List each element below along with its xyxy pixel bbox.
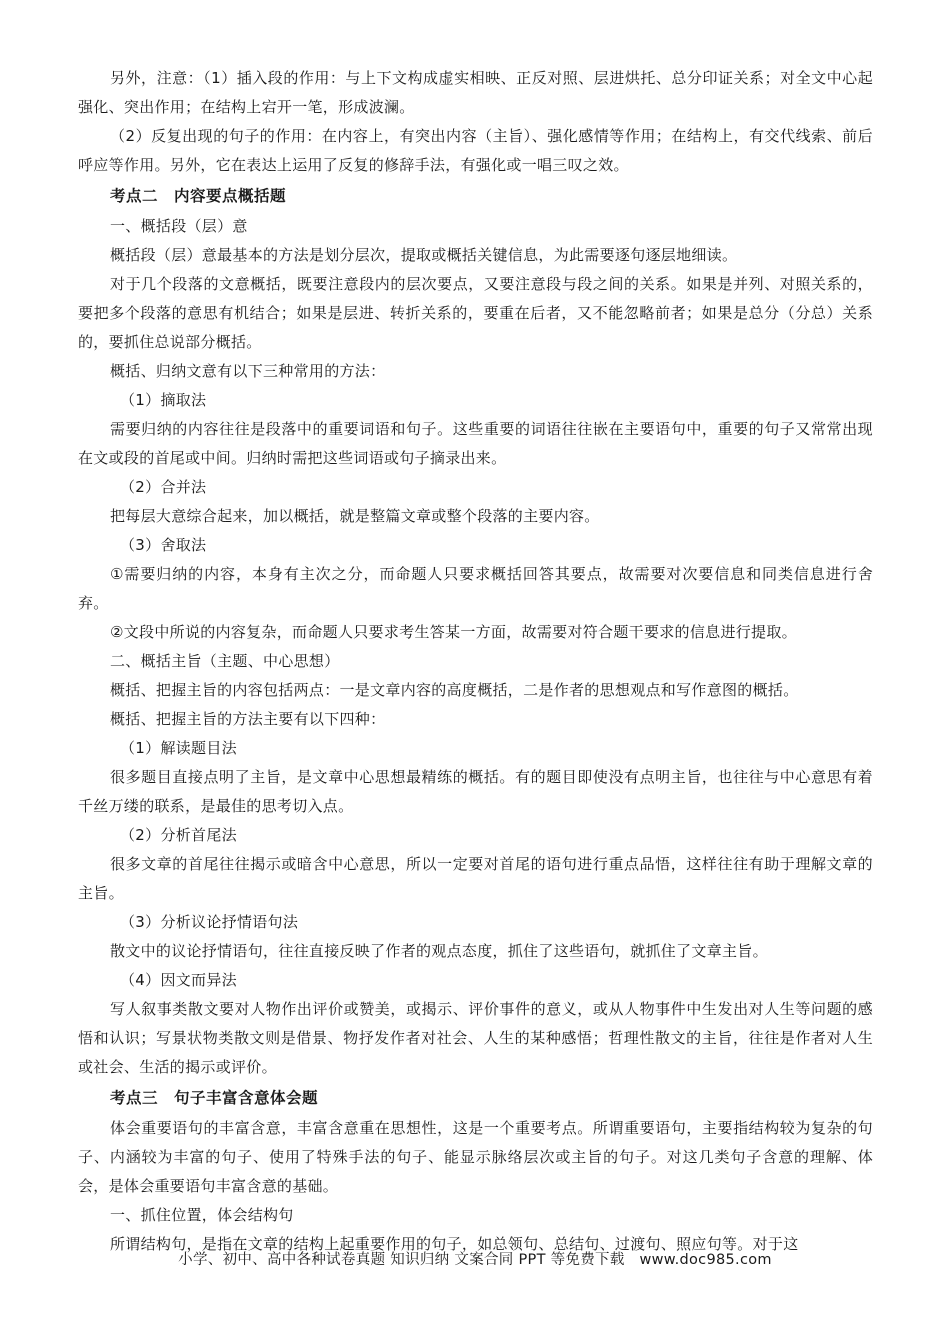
paragraph: 很多文章的首尾往往揭示或暗含中心意思，所以一定要对首尾的语句进行重点品悟，这样往往有助于理解文章的主旨。 [78,855,873,902]
paragraph: 很多题目直接点明了主旨，是文章中心思想最精练的概括。有的题目即使没有点明主旨，也往往与中心意思有着千丝万缕的联系，是最佳的思考切入点。 [78,768,873,815]
paragraph: 二、概括主旨（主题、中心思想） [110,652,340,670]
paragraph: 概括、把握主旨的内容包括两点：一是文章内容的高度概括，二是作者的思想观点和写作意图的概括。 [110,681,799,699]
method-heading: （1）摘取法 [120,391,207,409]
paragraph: 写人叙事类散文要对人物作出评价或赞美，或揭示、评价事件的意义，或从人物事件中生发出对人生等问题的感悟和认识；写景状物类散文则是借景、物抒发作者对社会、人生的某种感悟；哲理性散文的主旨，往往是作者对人生或社会、生活的揭示或评价。 [78,1000,873,1076]
paragraph: 所谓结构句，是指在文章的结构上起重要作用的句子，如总领句、总结句、过渡句、照应句等。对于这 [110,1235,799,1253]
method-heading: （2）合并法 [120,478,207,496]
paragraph: 概括、归纳文意有以下三种常用的方法： [110,362,386,380]
method-heading: （1）解读题目法 [120,739,237,757]
page-footer: 小学、初中、高中各种试卷真题 知识归纳 文案合同 PPT 等免费下载 www.doc985.com [178,1252,772,1268]
method-heading: （3）分析议论抒情语句法 [120,913,299,931]
paragraph: 概括、把握主旨的方法主要有以下四种： [110,710,386,728]
paragraph: （2）反复出现的句子的作用：在内容上，有突出内容（主旨）、强化感情等作用；在结构上，有交代线索、前后呼应等作用。另外，它在表达上运用了反复的修辞手法，有强化或一唱三叹之效。 [78,127,873,174]
method-heading: （3）舍取法 [120,536,207,554]
paragraph: 需要归纳的内容往往是段落中的重要词语和句子。这些重要的词语往往嵌在主要语句中，重要的句子又常常出现在文或段的首尾或中间。归纳时需把这些词语或句子摘录出来。 [78,420,873,467]
paragraph: 概括段（层）意最基本的方法是划分层次，提取或概括关键信息，为此需要逐句逐层地细读。 [110,246,738,264]
paragraph: ②文段中所说的内容复杂，而命题人只要求考生答某一方面，故需要对符合题干要求的信息进行提取。 [110,623,797,641]
method-heading: （2）分析首尾法 [120,826,237,844]
document-body [78,64,873,1259]
paragraph: 一、抓住位置，体会结构句 [110,1206,294,1224]
paragraph: 另外，注意：（1）插入段的作用：与上下文构成虚实相映、正反对照、层进烘托、总分印证关系；对全文中心起强化、突出作用；在结构上宕开一笔，形成波澜。 [78,69,873,116]
section-heading: 考点二 内容要点概括题 [110,187,287,205]
section-heading: 考点三 句子丰富含意体会题 [110,1089,319,1107]
paragraph: 体会重要语句的丰富含意，丰富含意重在思想性，这是一个重要考点。所谓重要语句，主要指结构较为复杂的句子、内涵较为丰富的句子、使用了特殊手法的句子、能显示脉络层次或主旨的句子。对这几类句子含意的理解、体会，是体会重要语句丰富含意的基础。 [78,1119,873,1195]
paragraph: 散文中的议论抒情语句，往往直接反映了作者的观点态度，抓住了这些语句，就抓住了文章主旨。 [110,942,768,960]
paragraph: 对于几个段落的文意概括，既要注意段内的层次要点，又要注意段与段之间的关系。如果是并列、对照关系的，要把多个段落的意思有机结合；如果是层进、转折关系的，要重在后者，又不能忽略前者；如果是总分（分总）关系的，要抓住总说部分概括。 [78,275,873,351]
paragraph: 把每层大意综合起来，加以概括，就是整篇文章或整个段落的主要内容。 [110,507,600,525]
paragraph: ①需要归纳的内容，本身有主次之分，而命题人只要求概括回答其要点，故需要对次要信息和同类信息进行舍弃。 [78,565,873,612]
paragraph: 一、概括段（层）意 [110,217,248,235]
method-heading: （4）因文而异法 [120,971,237,989]
